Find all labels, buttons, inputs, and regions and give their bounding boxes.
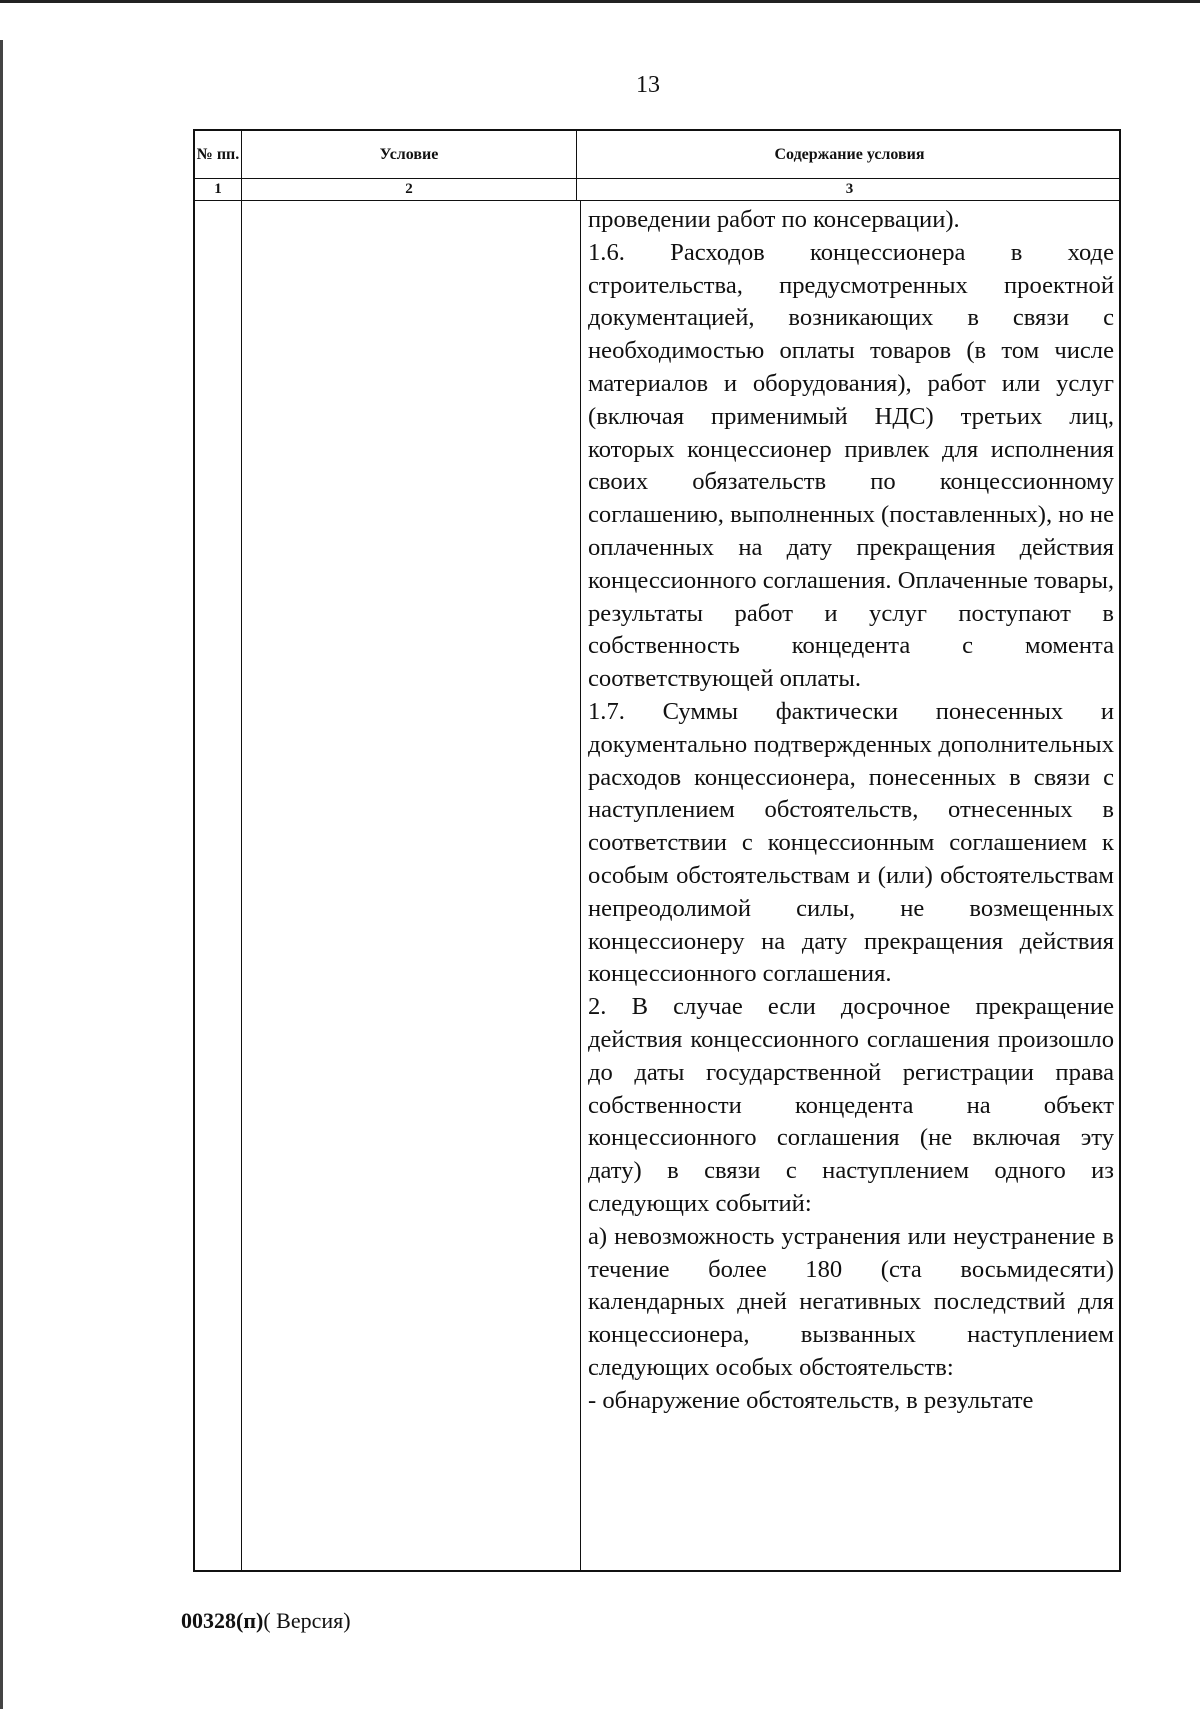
scan-border-left <box>0 40 3 1709</box>
header-condition: Условие <box>379 146 439 163</box>
conditions-table <box>193 129 1121 1572</box>
column-divider <box>580 200 581 1570</box>
column-divider <box>241 131 242 1570</box>
scan-border-top <box>0 0 1200 3</box>
condition-content-cell <box>588 204 1114 1417</box>
content-paragraph: проведении работ по консервации). <box>588 206 960 233</box>
document-code: 00328(п) <box>181 1608 264 1633</box>
content-paragraph: 1.6. Расходов концессионера в ходе строительства, предусмотренных проектной документацией, возникающих в связи с необходимостью оплаты товаров (в том числе материалов и оборудования), работ или услуг (включая применимый НДС) третьих лиц, которых концессионер привлек для исполнения своих обязательств по концессионному соглашению, выполненных (поставленных), но не оплаченных на дату прекращения действия концессионного соглашения. Оплаченные товары, результаты работ и услуг поступают в собственность концедента с момента соответствующей оплаты. <box>588 238 1114 693</box>
content-paragraph: а) невозможность устранения или неустранение в течение более 180 (ста восьмидесяти) календарных дней негативных последствий для концессионера, вызванных наступлением следующих особых обстоятельств: <box>588 1222 1114 1381</box>
column-divider <box>576 131 577 200</box>
content-paragraph: 1.7. Суммы фактически понесенных и документально подтвержденных дополнительных расходов концессионера, понесенных в связи с наступлением обстоятельств, отнесенных в соответствии с концессионным соглашением к особым обстоятельствам и (или) обстоятельствам непреодолимой силы, не возмещенных концессионеру на дату прекращения действия концессионного соглашения. <box>588 697 1114 988</box>
header-number: № пп. <box>196 146 240 163</box>
content-paragraph: - обнаружение обстоятельств, в результате <box>588 1386 1034 1414</box>
header-content: Содержание условия <box>774 146 925 163</box>
document-version: ( Версия) <box>263 1608 351 1633</box>
document-footer <box>181 1608 351 1634</box>
page-number: 13 <box>636 72 660 98</box>
column-number-2: 2 <box>405 180 413 197</box>
column-number-1: 1 <box>214 180 222 197</box>
column-number-3: 3 <box>845 180 854 197</box>
content-paragraph: 2. В случае если досрочное прекращение действия концессионного соглашения произошло до даты государственной регистрации права собственности концедента на объект концессионного соглашения (не включая эту дату) в связи с наступлением одного из следующих событий: <box>588 993 1114 1217</box>
